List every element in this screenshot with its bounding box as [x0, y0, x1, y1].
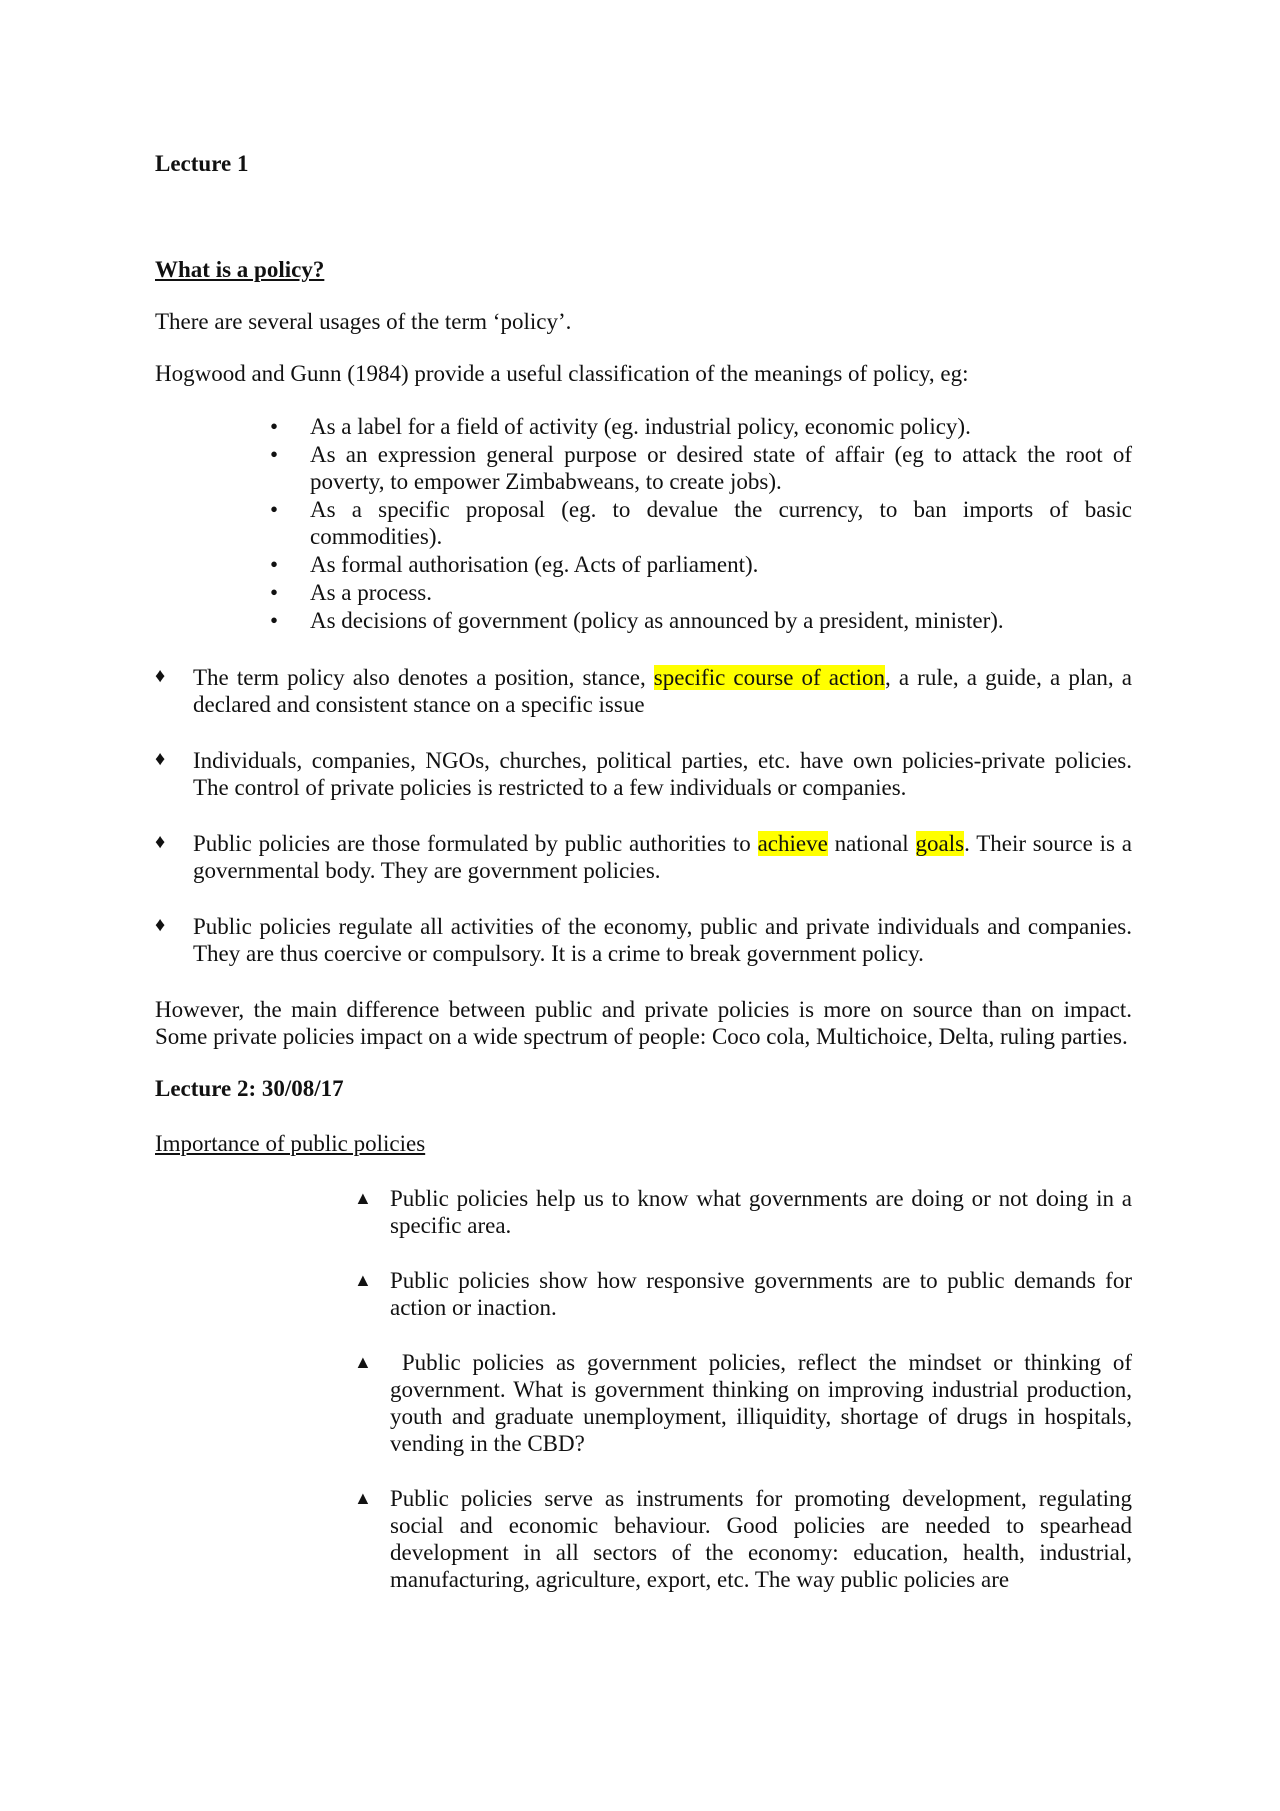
document-page: [155, 150, 1138, 1621]
section-heading-what-is-policy: What is a policy?: [155, 257, 325, 282]
list-item: ♦ Public policies regulate all activities of the economy, public and private individuals and companies. They are thus coercive or compulsory. It is a crime to break government policy.: [155, 914, 1132, 966]
list-item: ♦ Public policies are those formulated by public authorities to achieve national goals. Their source is a governmental body. They are government policies.: [155, 831, 1132, 883]
lecture-1-title: Lecture 1: [155, 151, 249, 176]
bullet-icon: •: [270, 580, 279, 605]
highlighted-text: goals: [915, 831, 965, 856]
triangle-bullet-icon: ▲: [354, 1270, 372, 1290]
triangle-bullet-icon: ▲: [354, 1352, 372, 1372]
bullet-icon: •: [270, 608, 279, 633]
diamond-bullet-icon: ♦: [155, 914, 166, 936]
importance-subheading: Importance of public policies: [155, 1131, 426, 1156]
list-item: ♦ The term policy also denotes a position, stance, specific course of action, a rule, a guide, a plan, a declared and consistent stance on a specific issue: [155, 665, 1132, 717]
list-item: • As a specific proposal (eg. to devalue the currency, to ban imports of basic commodities).: [270, 497, 1132, 549]
lecture-2-title: Lecture 2: 30/08/17: [155, 1076, 344, 1101]
list-item: • As a process.: [270, 580, 432, 605]
policy-points-list: [155, 664, 1132, 967]
policy-meanings-list: [155, 413, 1132, 634]
list-item: ▲ Public policies serve as instruments for promoting development, regulating social and economic behaviour. Good policies are needed to spearhead development in all sectors of the economy: education, health, industrial, manufacturing, agriculture, export, etc. The way public policies are: [354, 1486, 1132, 1592]
triangle-bullet-icon: ▲: [354, 1188, 372, 1208]
bullet-icon: •: [270, 552, 279, 577]
list-item: • As a label for a field of activity (eg. industrial policy, economic policy).: [270, 414, 971, 439]
intro-paragraph: There are several usages of the term ‘policy’.: [155, 309, 572, 334]
list-item: ▲ Public policies as government policies, reflect the mindset or thinking of government. What is government thinking on improving industrial production, youth and graduate unemployment, illiquidity, shortage of drugs in hospitals, vending in the CBD?: [354, 1350, 1138, 1456]
list-item: • As an expression general purpose or desired state of affair (eg to attack the root of poverty, to empower Zimbabweans, to create jobs).: [270, 442, 1132, 494]
diamond-bullet-icon: ♦: [155, 831, 166, 853]
importance-list: [155, 1185, 1138, 1593]
bullet-icon: •: [270, 497, 279, 522]
difference-paragraph: However, the main difference between public and private policies is more on source than on impact. Some private policies impact on a wide spectrum of people: Coco cola, Multichoice, Delta, ruling parties.: [155, 997, 1132, 1049]
highlighted-text: achieve: [757, 831, 828, 856]
bullet-icon: •: [270, 414, 279, 439]
diamond-bullet-icon: ♦: [155, 748, 166, 770]
list-item: ▲ Public policies show how responsive governments are to public demands for action or inaction.: [354, 1268, 1132, 1320]
highlighted-text: specific course of action: [653, 665, 885, 690]
list-item: ♦ Individuals, companies, NGOs, churches, political parties, etc. have own policies-private policies. The control of private policies is restricted to a few individuals or companies.: [155, 748, 1132, 800]
diamond-bullet-icon: ♦: [155, 665, 166, 687]
triangle-bullet-icon: ▲: [354, 1488, 372, 1508]
list-item: ▲ Public policies help us to know what governments are doing or not doing in a specific area.: [354, 1186, 1132, 1238]
list-item: • As decisions of government (policy as announced by a president, minister).: [270, 608, 1004, 633]
bullet-icon: •: [270, 442, 279, 467]
classification-paragraph: Hogwood and Gunn (1984) provide a useful classification of the meanings of policy, eg:: [155, 361, 969, 386]
list-item: • As formal authorisation (eg. Acts of parliament).: [270, 552, 759, 577]
